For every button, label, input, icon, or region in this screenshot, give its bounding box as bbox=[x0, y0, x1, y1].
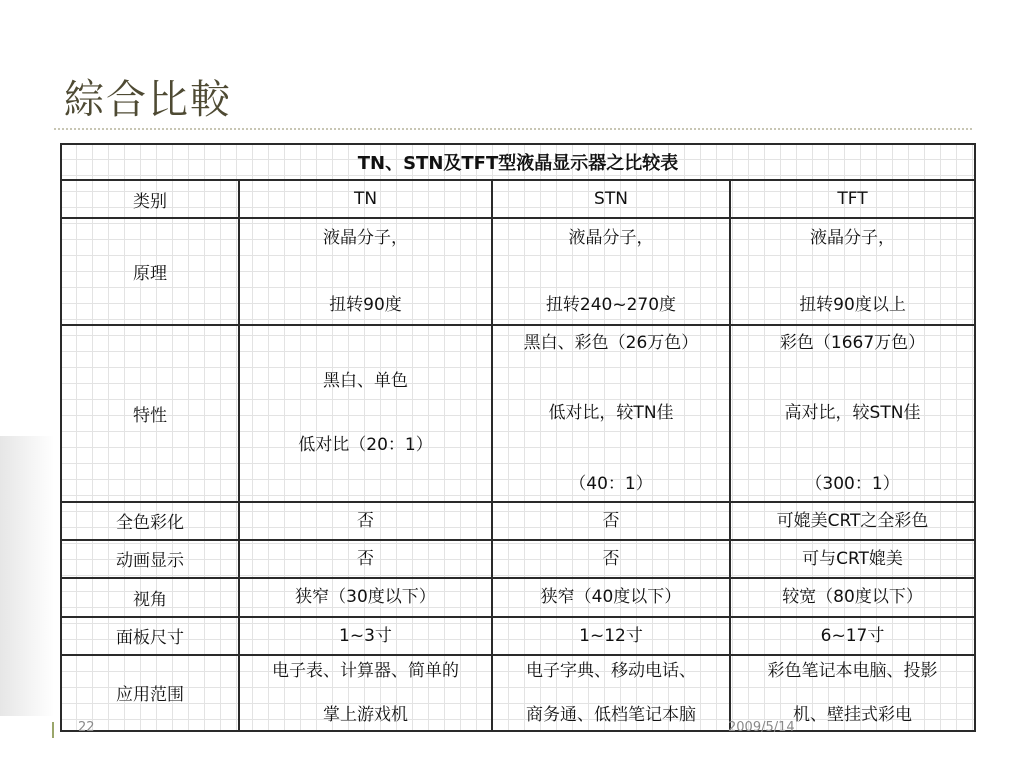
row-label: 视角 bbox=[61, 578, 239, 617]
cell-text: 电子字典、移动电话、 bbox=[526, 660, 696, 681]
row-label: 特性 bbox=[61, 325, 239, 501]
cell-text: 液晶分子， bbox=[568, 228, 654, 249]
header-stn: STN bbox=[492, 180, 730, 218]
comparison-table-area bbox=[60, 143, 974, 732]
table-cell bbox=[730, 617, 975, 655]
cell-text: 狭窄（30度以下） bbox=[295, 587, 436, 608]
table-caption: TN、STN及TFT型液晶显示器之比较表 bbox=[61, 144, 975, 180]
table-cell bbox=[492, 617, 730, 655]
footer-accent-mark bbox=[52, 722, 60, 738]
cell-text: 机、壁挂式彩电 bbox=[793, 705, 912, 725]
row-label: 面板尺寸 bbox=[61, 617, 239, 655]
table-row bbox=[61, 578, 975, 617]
cell-text: 1~12寸 bbox=[579, 625, 643, 646]
table-row bbox=[61, 617, 975, 655]
table-cell bbox=[239, 655, 492, 731]
cell-text: 黑白、单色 bbox=[323, 371, 408, 392]
table-cell bbox=[730, 578, 975, 617]
table-cell bbox=[492, 578, 730, 617]
table-header-row bbox=[61, 180, 975, 218]
cell-text: （40：1） bbox=[569, 473, 653, 494]
row-label: 原理 bbox=[61, 218, 239, 325]
cell-text: 低对比（20：1） bbox=[298, 435, 433, 456]
cell-text: 彩色笔记本电脑、投影 bbox=[767, 660, 938, 681]
row-label: 应用范围 bbox=[61, 655, 239, 731]
table-cell bbox=[730, 218, 975, 325]
cell-text: 掌上游戏机 bbox=[323, 705, 408, 725]
cell-text: 低对比，较TN佳 bbox=[548, 403, 674, 424]
table-row bbox=[61, 540, 975, 578]
cell-text: 高对比，较STN佳 bbox=[784, 403, 921, 424]
table-row bbox=[61, 502, 975, 540]
row-label: 动画显示 bbox=[61, 540, 239, 578]
table-cell bbox=[730, 325, 975, 501]
table-cell bbox=[239, 502, 492, 540]
table-cell bbox=[239, 325, 492, 501]
cell-text: 液晶分子， bbox=[323, 228, 408, 249]
table-cell bbox=[239, 218, 492, 325]
cell-text: 商务通、低档笔记本脑 bbox=[526, 705, 696, 725]
cell-text: 可媲美CRT之全彩色 bbox=[776, 510, 929, 531]
cell-text: 扭转90度以上 bbox=[799, 295, 906, 316]
table-cell bbox=[492, 540, 730, 578]
table-row bbox=[61, 218, 975, 325]
page-number: 22 bbox=[78, 720, 95, 735]
table-row bbox=[61, 655, 975, 731]
slide-title: 綜合比較 bbox=[64, 77, 232, 123]
cell-text: 6~17寸 bbox=[820, 625, 885, 646]
row-label: 全色彩化 bbox=[61, 502, 239, 540]
header-category: 类别 bbox=[61, 180, 239, 218]
table-cell bbox=[239, 540, 492, 578]
cell-text: 否 bbox=[602, 548, 620, 569]
cell-text: 黑白、彩色（26万色） bbox=[523, 333, 699, 354]
cell-text: 扭转240~270度 bbox=[545, 295, 677, 316]
table-cell bbox=[492, 325, 730, 501]
table-cell bbox=[492, 502, 730, 540]
cell-text: 否 bbox=[357, 548, 374, 569]
comparison-table bbox=[60, 143, 976, 732]
table-cell bbox=[730, 502, 975, 540]
decorative-shadow bbox=[0, 436, 54, 716]
cell-text: 液晶分子， bbox=[810, 228, 895, 249]
cell-text: 否 bbox=[357, 510, 374, 531]
cell-text: 可与CRT媲美 bbox=[802, 548, 903, 569]
table-row bbox=[61, 325, 975, 501]
table-cell bbox=[730, 540, 975, 578]
cell-text: 狭窄（40度以下） bbox=[540, 587, 682, 608]
cell-text: 较宽（80度以下） bbox=[782, 587, 923, 608]
cell-text: （300：1） bbox=[805, 473, 900, 494]
title-divider bbox=[54, 128, 972, 130]
cell-text: 彩色（1667万色） bbox=[779, 333, 926, 354]
table-cell bbox=[492, 655, 730, 731]
table-cell bbox=[492, 218, 730, 325]
footer-date: 2009/5/14 bbox=[728, 720, 795, 735]
table-cell bbox=[239, 578, 492, 617]
cell-text: 电子表、计算器、简单的 bbox=[272, 660, 459, 681]
cell-text: 否 bbox=[602, 510, 620, 531]
cell-text: 扭转90度 bbox=[329, 295, 402, 316]
header-tft: TFT bbox=[730, 180, 975, 218]
header-tn: TN bbox=[239, 180, 492, 218]
table-cell bbox=[239, 617, 492, 655]
cell-text: 1~3寸 bbox=[339, 625, 392, 646]
table-caption-row bbox=[61, 144, 975, 180]
